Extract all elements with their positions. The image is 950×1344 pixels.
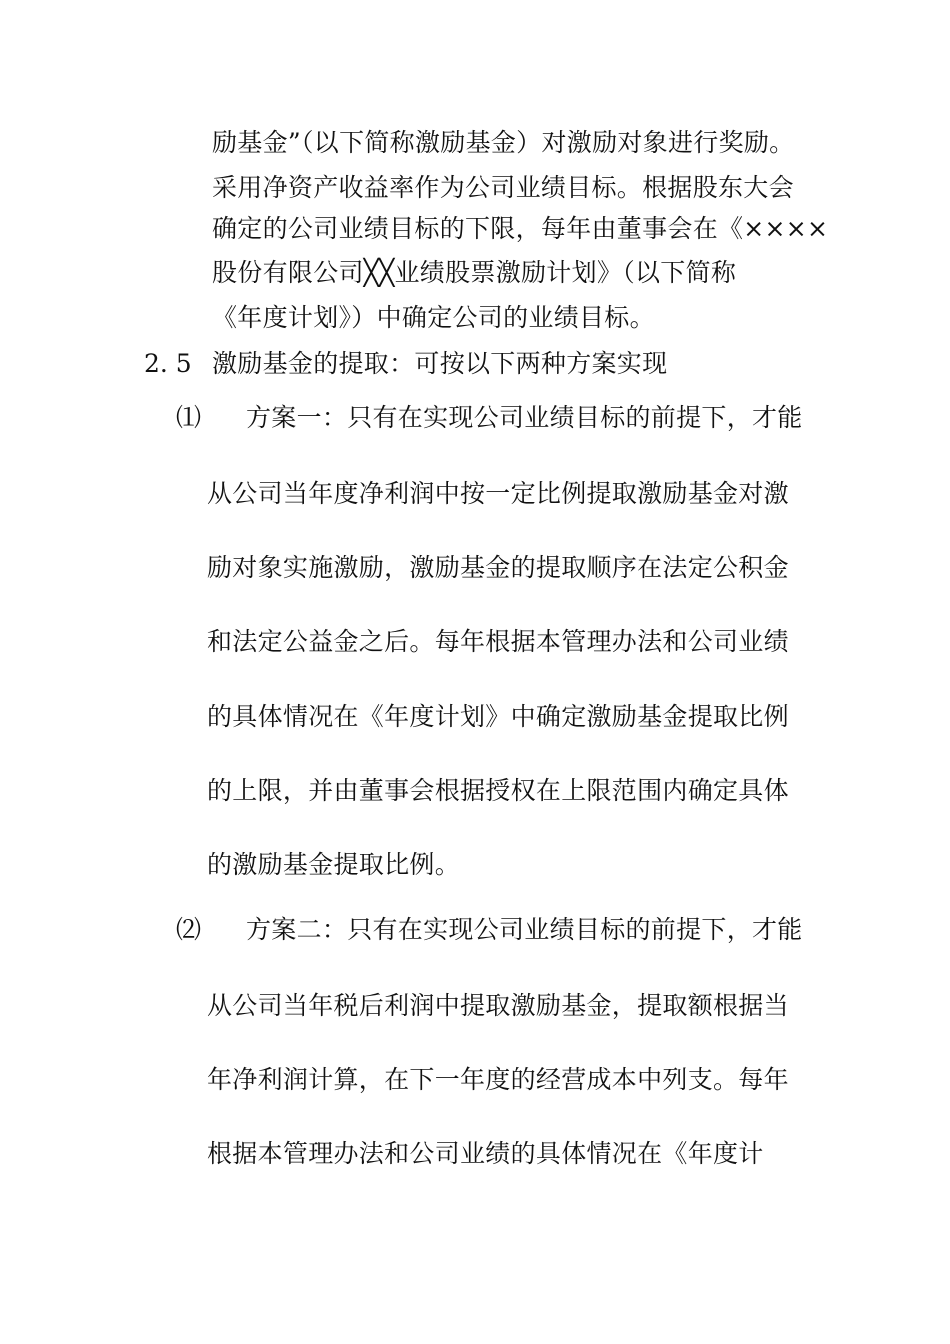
intro-line-2: 采用净资产收益率作为公司业绩目标。根据股东大会 bbox=[212, 173, 794, 202]
intro-line-5: 《年度计划》）中确定公司的业绩目标。 bbox=[212, 303, 655, 332]
plan-1-line-6: 的上限，并由董事会根据授权在上限范围内确定具体 bbox=[207, 776, 789, 805]
plan-1-line-7: 的激励基金提取比例。 bbox=[207, 850, 461, 879]
plan-2-line-2: 从公司当年税后利润中提取激励基金，提取额根据当 bbox=[207, 991, 789, 1020]
plan-1-marker: ⑴ bbox=[176, 403, 202, 432]
intro-line-4: 股份有限公司╳╳业绩股票激励计划》（以下简称 bbox=[212, 258, 737, 287]
plan-1-line-5: 的具体情况在《年度计划》中确定激励基金提取比例 bbox=[207, 702, 789, 731]
section-number: 2. 5 bbox=[144, 349, 192, 378]
plan-2-line-4: 根据本管理办法和公司业绩的具体情况在《年度计 bbox=[207, 1139, 764, 1168]
intro-line-3: 确定的公司业绩目标的下限，每年由董事会在《×××× bbox=[212, 214, 829, 243]
plan-1-line-2: 从公司当年度净利润中按一定比例提取激励基金对激 bbox=[207, 479, 789, 508]
plan-1-line-4: 和法定公益金之后。每年根据本管理办法和公司业绩 bbox=[207, 627, 789, 656]
plan-1-line-1: 方案一：只有在实现公司业绩目标的前提下，才能 bbox=[246, 403, 803, 432]
plan-2-marker: ⑵ bbox=[176, 915, 202, 944]
plan-1-line-3: 励对象实施激励，激励基金的提取顺序在法定公积金 bbox=[207, 553, 789, 582]
intro-line-1: 励基金”（以下简称激励基金）对激励对象进行奖励。 bbox=[212, 128, 795, 157]
plan-2-line-1: 方案二：只有在实现公司业绩目标的前提下，才能 bbox=[246, 915, 803, 944]
plan-2-line-3: 年净利润计算，在下一年度的经营成本中列支。每年 bbox=[207, 1065, 789, 1094]
section-heading: 激励基金的提取：可按以下两种方案实现 bbox=[212, 349, 668, 378]
